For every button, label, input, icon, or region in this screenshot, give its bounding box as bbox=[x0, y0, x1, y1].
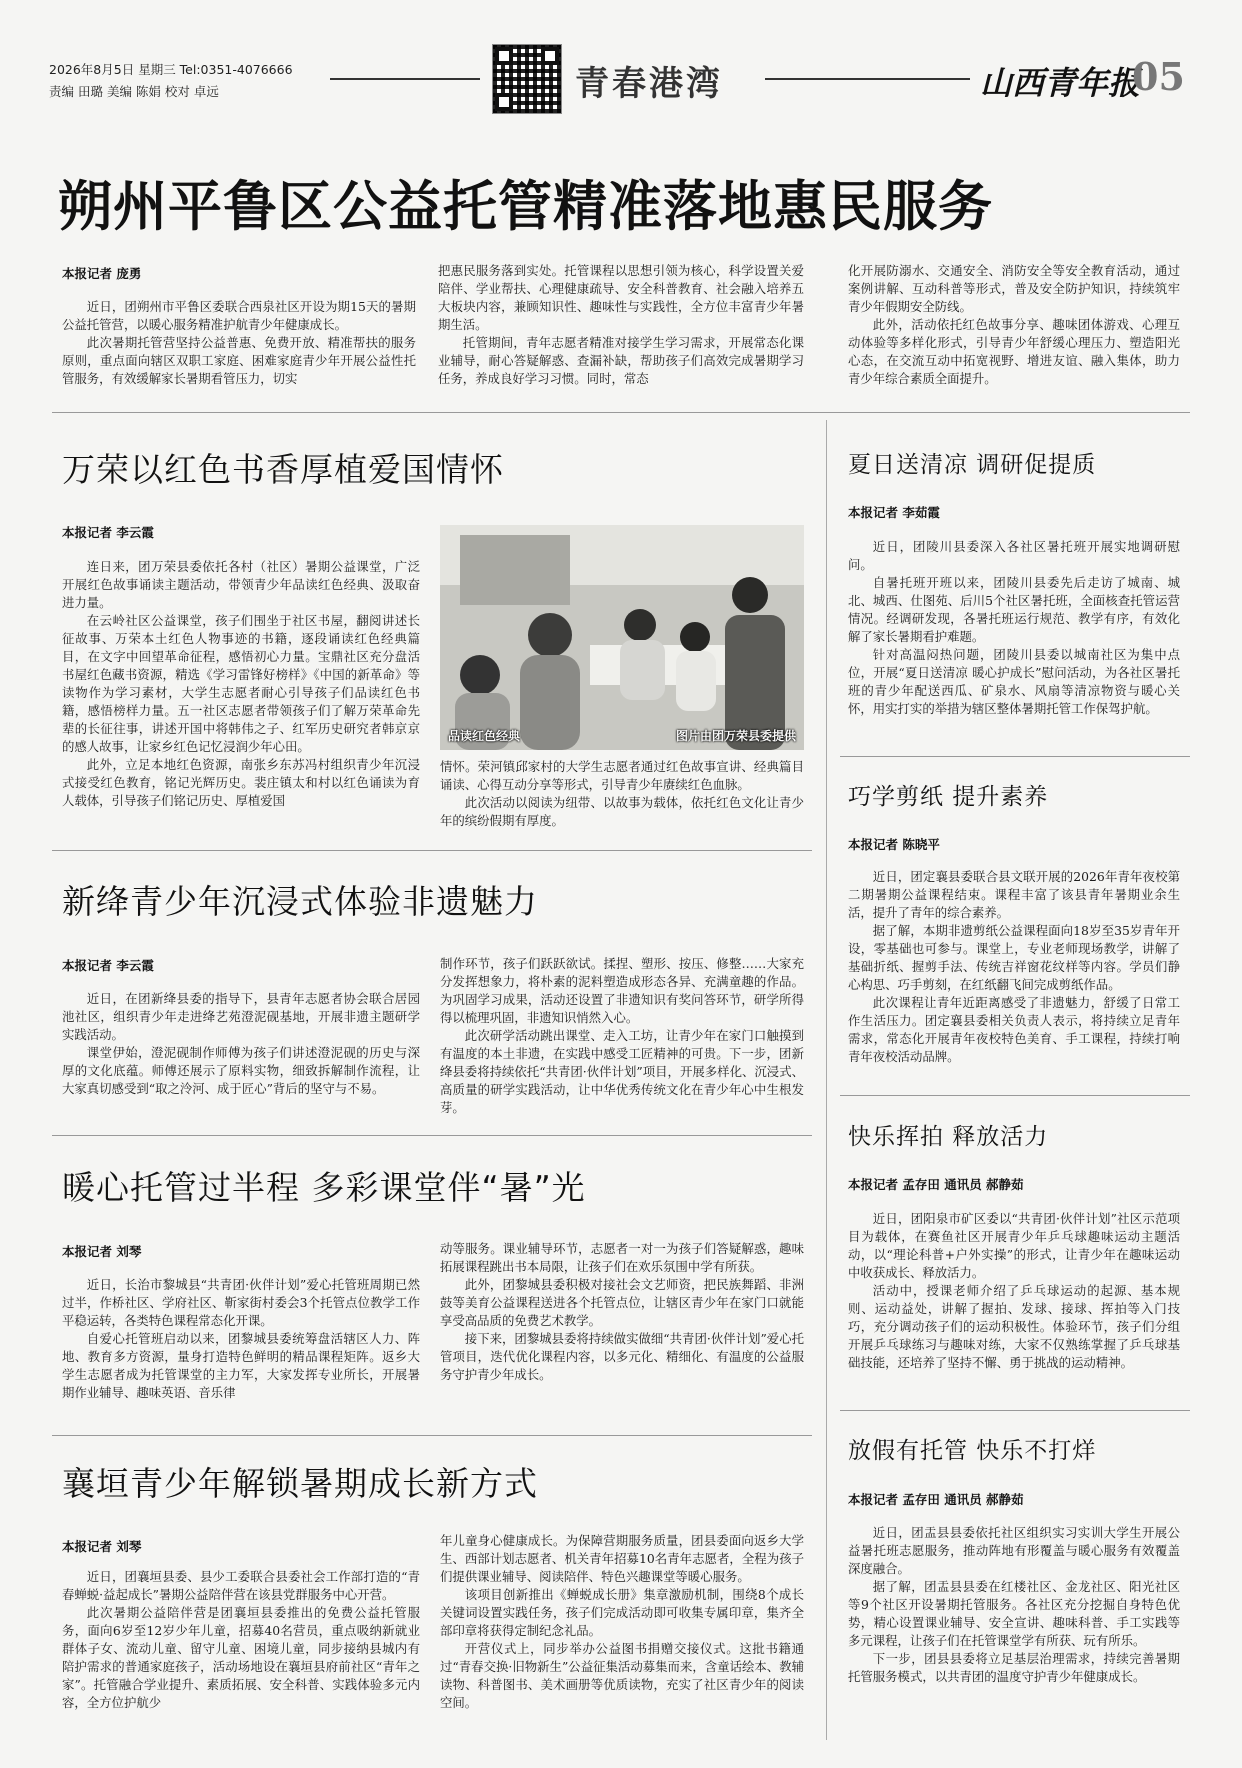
side-2-byline: 本报记者 陈晓平 bbox=[848, 837, 940, 852]
wanrong-col-1-para: 此外，立足本地红色资源，南张乡东苏冯村组织青少年沉浸式接受红色教育，铭记光辉历史。裴庄镇太和村以红色诵读为育人载体，引导孩子们铭记历史、厚植爱国 bbox=[62, 757, 420, 808]
lead-title: 朔州平鲁区公益托管精准落地惠民服务 bbox=[58, 175, 993, 238]
side-4-para: 下一步，团县县委将立足基层治理需求，持续完善暑期托管服务模式，以共青团的温度守护青少年健康成长。 bbox=[848, 1651, 1180, 1684]
lead-col-2-para: 托管期间，青年志愿者精准对接学生学习需求，开展常态化课业辅导，耐心答疑解惑、查漏补缺，帮助孩子们高效完成暑期学习任务，养成良好学习习惯。同时，常态 bbox=[438, 335, 804, 386]
side-4-body bbox=[848, 1524, 1180, 1748]
xinjiang-col-2 bbox=[440, 955, 804, 1119]
photo-caption: 品读红色经典 bbox=[448, 729, 521, 743]
wanrong-col-2-para: 此次活动以阅读为纽带、以故事为载体，依托红色文化让青少年的缤纷假期有厚度。 bbox=[440, 795, 804, 828]
lead-col-3 bbox=[848, 262, 1180, 398]
divider bbox=[840, 1410, 1190, 1411]
side-1-para: 针对高温闷热问题，团陵川县委以城南社区为集中点位，开展“夏日送清凉 暖心护成长”慰问活动，为各社区暑托班的青少年配送西瓜、矿泉水、风扇等清凉物资与暖心关怀，用实打实的举措为辖区整体暑期托管工作保驾护航。 bbox=[848, 647, 1180, 716]
side-1-para: 自暑托班开班以来，团陵川县委先后走访了城南、城北、城西、仕图苑、后川5个社区暑托班，全面核查托管运营情况。经调研发现，各暑托班运行规范、教学有序，有效化解了家长暑期看护难题。 bbox=[848, 575, 1180, 644]
side-2-para: 此次课程让青年近距离感受了非遗魅力，舒缓了日常工作生活压力。团定襄县委相关负责人表示，将持续立足青年需求，常态化开展青年夜校特色美育、手工课程，持续打响青年夜校活动品牌。 bbox=[848, 995, 1180, 1064]
column-divider bbox=[826, 420, 827, 1740]
side-2-body bbox=[848, 868, 1180, 1086]
side-3-para: 活动中，授课老师介绍了乒乓球运动的起源、基本规则、运动益处，讲解了握拍、发球、接球、挥拍等入门技巧，充分调动孩子们的运动积极性。体验环节，孩子们分组开展乒乓球练习与趣味对练，大家不仅熟练掌握了乒乓球基础技能，还培养了坚持不懈、勇于挑战的运动精神。 bbox=[848, 1283, 1180, 1370]
lead-col-1-para: 此次暑期托管营坚持公益普惠、免费开放、精准帮扶的服务原则，重点面向辖区双职工家庭、困难家庭青少年开展公益性托管服务，有效缓解家长暑期看管压力，切实 bbox=[62, 335, 416, 386]
xiangyuan-title: 襄垣青少年解锁暑期成长新方式 bbox=[62, 1464, 538, 1503]
wanrong-col-1-para: 在云岭社区公益课堂，孩子们围坐于社区书屋，翻阅讲述长征故事、万荣本土红色人物事迹的书籍，逐段诵读红色经典篇目，在文字中回望革命征程，感悟初心力量。宝鼎社区充分盘活书屋红色藏书资源，精选《学习雷锋好榜样》《中国的新革命》等读物作为学习素材，大学生志愿者耐心引导孩子们品读红色书籍，感悟榜样力量。五一社区志愿者带领孩子们了解万荣革命先辈的长征往事，讲述开国中将韩伟之子、红军历史研究者韩京京的感人故事，让家乡红色记忆浸润少年心田。 bbox=[62, 613, 420, 754]
xinjiang-title: 新绛青少年沉浸式体验非遗魅力 bbox=[62, 882, 538, 921]
xinjiang-byline: 本报记者 李云霞 bbox=[62, 958, 154, 973]
side-2-para: 据了解，本期非遗剪纸公益课程面向18岁至35岁青年开设，零基础也可参与。课堂上，专业老师现场教学，讲解了基础折纸、握剪手法、传统吉祥窗花纹样等内容。学员们静心构思、巧手剪刻，在红纸翻飞间完成剪纸作品。 bbox=[848, 923, 1180, 992]
wanrong-byline: 本报记者 李云霞 bbox=[62, 525, 154, 540]
lead-col-3-para: 化开展防溺水、交通安全、消防安全等安全教育活动，通过案例讲解、互动科普等形式，普及安全防护知识，持续筑牢青少年假期安全防线。 bbox=[848, 263, 1180, 314]
licheng-col-1-para: 近日，长治市黎城县“共青团·伙伴计划”爱心托管班周期已然过半，作桥社区、学府社区、靳家街村委会3个托管点位教学工作平稳运转，各类特色课程常态化开课。 bbox=[62, 1277, 420, 1328]
lead-byline: 本报记者 庞勇 bbox=[62, 266, 142, 281]
side-4-para: 近日，团盂县县委依托社区组织实习实训大学生开展公益暑托班志愿服务，推动阵地有形覆盖与暖心服务有效覆盖深度融合。 bbox=[848, 1525, 1180, 1576]
side-3-para: 近日，团阳泉市矿区委以“共青团·伙伴计划”社区示范项目为载体，在赛鱼社区开展青少年乒乓球趣味运动主题活动，以“理论科普+户外实操”的形式，让青少年在趣味运动中收获成长、释放活力。 bbox=[848, 1211, 1180, 1280]
wanrong-photo bbox=[440, 525, 804, 750]
section-name: 青春港湾 bbox=[575, 64, 723, 104]
xinjiang-col-1-para: 课堂伊始，澄泥砚制作师傅为孩子们讲述澄泥砚的历史与深厚的文化底蕴。师傅还展示了原料实物，细致拆解制作流程，让大家真切感受到“取之泠河、成于匠心”背后的坚守与不易。 bbox=[62, 1045, 420, 1096]
xiangyuan-col-1-para: 此次暑期公益陪伴营是团襄垣县委推出的免费公益托管服务，面向6岁至12岁少年儿童，招募40名营员，重点吸纳新就业群体子女、流动儿童、留守儿童、困境儿童，同步接纳县城内有陪护需求的普通家庭孩子，活动场地设在襄垣县府前社区“青年之家”。托管融合学业提升、素质拓展、安全科普、实践体验多元内容，全方位护航少 bbox=[62, 1605, 420, 1710]
xinjiang-col-1-para: 近日，在团新绛县委的指导下，县青年志愿者协会联合居园池社区，组织青少年走进绛艺苑澄泥砚基地，开展非遗主题研学实践活动。 bbox=[62, 991, 420, 1042]
lead-col-2-para: 把惠民服务落到实处。托管课程以思想引领为核心，科学设置关爱陪伴、学业帮扶、心理健康疏导、安全科普教育、社会融入培养五大板块内容，兼顾知识性、趣味性与实践性，全方位丰富青少年暑期生活。 bbox=[438, 263, 804, 332]
side-2-para: 近日，团定襄县委联合县文联开展的2026年青年夜校第二期暑期公益课程结束。课程丰富了该县青年暑期业余生活，提升了青年的综合素养。 bbox=[848, 869, 1180, 920]
date-line: 2026年8月5日 星期三 Tel:0351-4076666 bbox=[49, 62, 293, 77]
page-number: 05 bbox=[1132, 54, 1185, 99]
licheng-byline: 本报记者 刘琴 bbox=[62, 1244, 142, 1259]
side-3-body bbox=[848, 1210, 1180, 1400]
licheng-col-1-para: 自爱心托管班启动以来，团黎城县委统筹盘活辖区人力、阵地、教育多方资源，量身打造特色鲜明的精品课程矩阵。返乡大学生志愿者成为托管课堂的主力军，大家发挥专业所长，开展暑期作业辅导、趣味英语、音乐律 bbox=[62, 1331, 420, 1400]
divider bbox=[52, 850, 812, 851]
xiangyuan-col-2-para: 开营仪式上，同步举办公益图书捐赠交接仪式。这批书籍通过“青春交换·旧物新生”公益征集活动募集而来，含童话绘本、教辅读物、科普图书、美术画册等优质读物，充实了社区青少年的阅读空间。 bbox=[440, 1641, 804, 1710]
licheng-col-2 bbox=[440, 1240, 804, 1422]
lead-col-1-para: 近日，团朔州市平鲁区委联合西泉社区开设为期15天的暑期公益托管营，以暖心服务精准护航青少年健康成长。 bbox=[62, 299, 416, 332]
xiangyuan-col-1-para: 近日，团襄垣县委、县少工委联合县委社会工作部打造的“青春蝉蜕·益起成长”暑期公益陪伴营在该县党群服务中心开营。 bbox=[62, 1569, 420, 1602]
licheng-col-2-para: 接下来，团黎城县委将持续做实做细“共青团·伙伴计划”爱心托管项目，迭代优化课程内容，以多元化、精细化、有温度的公益服务守护青少年成长。 bbox=[440, 1331, 804, 1382]
divider bbox=[840, 756, 1190, 757]
lead-col-3-para: 此外，活动依托红色故事分享、趣味团体游戏、心理互动体验等多样化形式，引导青少年舒缓心理压力、塑造阳光心态，在交流互动中拓宽视野、增进友谊、融入集体，助力青少年综合素质全面提升。 bbox=[848, 317, 1180, 386]
divider bbox=[52, 412, 1190, 413]
editors-line: 责编 田璐 美编 陈娟 校对 卓远 bbox=[49, 84, 219, 99]
side-4-byline: 本报记者 孟存田 通讯员 郝静茹 bbox=[848, 1492, 1024, 1507]
xiangyuan-col-1 bbox=[62, 1568, 420, 1748]
side-1-byline: 本报记者 李茹霞 bbox=[848, 505, 940, 520]
divider bbox=[840, 1095, 1190, 1096]
side-4-title: 放假有托管 快乐不打烊 bbox=[848, 1438, 1097, 1464]
divider bbox=[52, 1135, 812, 1136]
licheng-col-2-para: 此外，团黎城县委积极对接社会文艺师资，把民族舞蹈、非洲鼓等美育公益课程送进各个托管点位，让辖区青少年在家门口就能享受高品质的免费艺术教学。 bbox=[440, 1277, 804, 1328]
wanrong-col-1-para: 连日来，团万荣县委依托各村（社区）暑期公益课堂，广泛开展红色故事诵读主题活动，带领青少年品读红色经典、汲取奋进力量。 bbox=[62, 559, 420, 610]
xiangyuan-col-2-para: 年儿童身心健康成长。为保障营期服务质量，团县委面向返乡大学生、西部计划志愿者、机关青年招募10名青年志愿者，全程为孩子们提供课业辅导、阅读陪伴、特色兴趣课堂等暖心服务。 bbox=[440, 1533, 804, 1584]
header-rule-left bbox=[330, 78, 480, 80]
wanrong-col-1 bbox=[62, 558, 420, 826]
wanrong-col-2 bbox=[440, 758, 804, 830]
side-1-body bbox=[848, 538, 1180, 744]
side-1-title: 夏日送清凉 调研促提质 bbox=[848, 452, 1097, 478]
side-3-byline: 本报记者 孟存田 通讯员 郝静茹 bbox=[848, 1177, 1024, 1192]
qr-code-icon bbox=[492, 44, 562, 114]
side-3-title: 快乐挥拍 释放活力 bbox=[848, 1124, 1049, 1150]
wanrong-title: 万荣以红色书香厚植爱国情怀 bbox=[62, 450, 504, 489]
xiangyuan-col-2-para: 该项目创新推出《蝉蜕成长册》集章激励机制，围绕8个成长关键词设置实践任务，孩子们完成活动即可收集专属印章，集齐全部印章将获得定制纪念礼品。 bbox=[440, 1587, 804, 1638]
xinjiang-col-2-para: 制作环节，孩子们跃跃欲试。揉捏、塑形、按压、修整……大家充分发挥想象力，将朴素的泥料塑造成形态各异、充满童趣的作品。为巩固学习成果，活动还设置了非遗知识有奖问答环节，研学所得得以梳理巩固，非遗知识悄然入心。 bbox=[440, 956, 804, 1025]
side-4-para: 据了解，团盂县县委在红楼社区、金龙社区、阳光社区等9个社区开设暑期托管服务。各社区充分挖掘自身特色优势，精心设置课业辅导、安全宣讲、趣味科普、手工实践等多元课程，让孩子们在托管课堂学有所获、玩有所乐。 bbox=[848, 1579, 1180, 1648]
lead-col-1 bbox=[62, 298, 416, 398]
photo-credit: 图片由团万荣县委提供 bbox=[675, 729, 796, 743]
side-1-para: 近日，团陵川县委深入各社区暑托班开展实地调研慰问。 bbox=[848, 539, 1180, 572]
lead-col-2 bbox=[438, 262, 804, 398]
licheng-col-1 bbox=[62, 1276, 420, 1422]
photo-illustration bbox=[440, 525, 804, 750]
side-2-title: 巧学剪纸 提升素养 bbox=[848, 784, 1049, 810]
brand-logo: 山西青年报 bbox=[980, 64, 1141, 102]
xiangyuan-col-2 bbox=[440, 1532, 804, 1748]
xiangyuan-byline: 本报记者 刘琴 bbox=[62, 1539, 142, 1554]
xinjiang-col-1 bbox=[62, 990, 420, 1118]
licheng-col-2-para: 动等服务。课业辅导环节，志愿者一对一为孩子们答疑解惑，趣味拓展课程跳出书本局限，让孩子们在欢乐氛围中学有所获。 bbox=[440, 1241, 804, 1274]
licheng-title: 暖心托管过半程 多彩课堂伴“暑”光 bbox=[62, 1168, 586, 1207]
divider bbox=[52, 1435, 812, 1436]
xinjiang-col-2-para: 此次研学活动跳出课堂、走入工坊，让青少年在家门口触摸到有温度的本土非遗，在实践中感受工匠精神的可贵。下一步，团新绛县委将持续依托“共青团·伙伴计划”项目，开展多样化、沉浸式、高质量的研学实践活动，让中华优秀传统文化在青少年心中生根发芽。 bbox=[440, 1028, 804, 1115]
wanrong-col-2-para: 情怀。荣河镇邱家村的大学生志愿者通过红色故事宣讲、经典篇目诵读、心得互动分享等形式，引导青少年赓续红色血脉。 bbox=[440, 759, 804, 792]
header-rule-right bbox=[765, 78, 970, 80]
